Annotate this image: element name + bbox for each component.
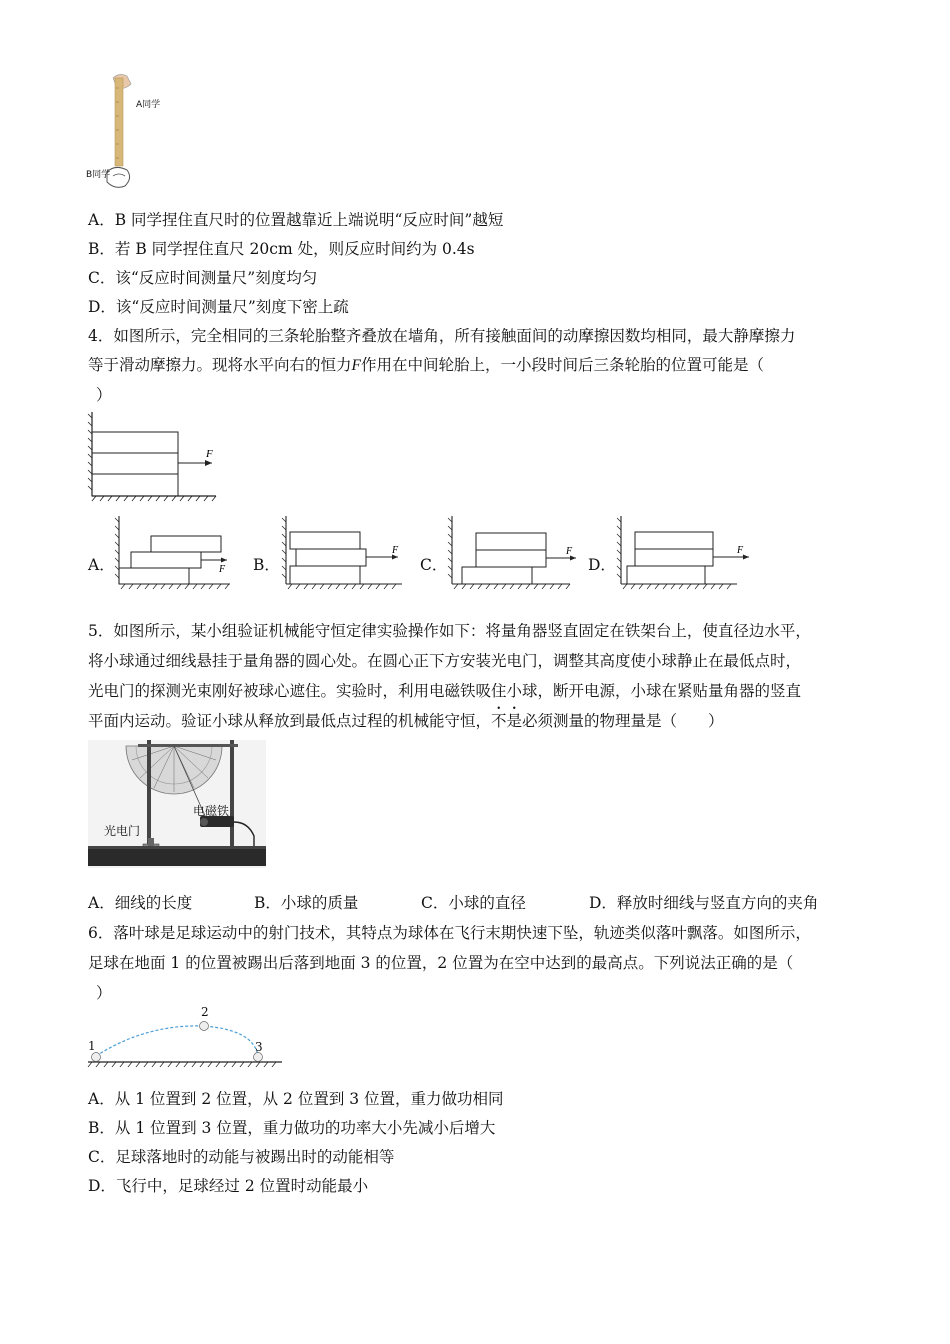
q6-option-d: D．飞行中，足球经过 2 位置时动能最小 (88, 1177, 369, 1195)
q4-stem-line2a: 等于滑动摩擦力。现将水平向右的恒力 (88, 356, 352, 374)
q5-stem-line4b: 必须测量的物理量是（ ） (522, 712, 724, 730)
q4-option-d-label: D． (588, 556, 616, 574)
q4-option-b-figure (282, 516, 407, 591)
q4-option-c-figure (448, 516, 578, 591)
q5-stem-line1: 5．如图所示，某小组验证机械能守恒定律实验操作如下：将量角器竖直固定在铁架台上，使直径边水平， (88, 622, 811, 640)
force-symbol: F (351, 357, 361, 374)
q5-option-a: A．细线的长度 (88, 894, 193, 912)
apparatus-figure (88, 740, 266, 868)
q6-option-c: C．足球落地时的动能与被踢出时的动能相等 (88, 1148, 395, 1166)
q4-option-c-label: C． (420, 556, 448, 574)
q5-option-d: D．释放时细线与竖直方向的夹角 (589, 894, 819, 912)
q4-stem-line2b: 作用在中间轮胎上，一小段时间后三条轮胎的位置可能是（ (360, 356, 764, 374)
q5-stem-line4 (88, 711, 724, 731)
student-a-label: A同学 (136, 100, 161, 110)
photogate-label: 光电门 (104, 824, 141, 838)
q5-stem-line3: 光电门的探测光束刚好被球心遮住。实验时，利用电磁铁吸住小球，断开电源，小球在紧贴量角器的竖直 (88, 682, 802, 700)
position-label-3: 3 (255, 1040, 263, 1054)
q3-option-b: B．若 B 同学捏住直尺 20cm 处，则反应时间约为 0.4s (88, 240, 475, 258)
q5-option-b: B．小球的质量 (254, 894, 359, 912)
q5-option-c: C．小球的直径 (421, 894, 526, 912)
svg-text:F: F (566, 546, 573, 557)
svg-text:F: F (737, 545, 744, 556)
q5-emphasis-is: 是 (506, 712, 523, 730)
q4-option-b-label: B． (253, 556, 280, 574)
q4-option-a-figure (115, 516, 235, 591)
q5-stem-line2: 将小球通过细线悬挂于量角器的圆心处。在圆心正下方安装光电门，调整其高度使小球静止在最低点时， (88, 652, 802, 670)
svg-text:F: F (219, 564, 226, 575)
q4-stem-line1: 4．如图所示，完全相同的三条轮胎整齐叠放在墙角，所有接触面间的动摩擦因数均相同，最大静摩擦力 (88, 327, 796, 345)
position-label-1: 1 (88, 1039, 96, 1053)
q6-stem-line2: 足球在地面 1 的位置被踢出后落到地面 3 的位置，2 位置为在空中达到的最高点。下列说法正确的是（ (88, 954, 794, 972)
q6-stem-line3: ） (96, 984, 112, 1002)
q3-option-c: C．该“反应时间测量尺”刻度均匀 (88, 269, 318, 287)
q4-option-a-label: A． (88, 556, 115, 574)
ball-position-1 (92, 1053, 101, 1062)
q4-option-d-figure (617, 516, 757, 591)
q3-option-a: A．B 同学捏住直尺时的位置越靠近上端说明“反应时间”越短 (88, 211, 504, 229)
magnet-label: 电磁铁 (193, 804, 230, 818)
q6-option-b: B．从 1 位置到 3 位置，重力做功的功率大小先减小后增大 (88, 1119, 496, 1137)
q5-emphasis-not: 不 (491, 712, 507, 730)
q3-option-d: D．该“反应时间测量尺”刻度下密上疏 (88, 298, 349, 316)
svg-text:F: F (392, 545, 399, 556)
svg-text:F: F (206, 448, 213, 460)
trajectory-figure (86, 1004, 286, 1070)
q6-stem-line1: 6．落叶球是足球运动中的射门技术，其特点为球体在飞行末期快速下坠，轨迹类似落叶飘落。如图所示， (88, 924, 811, 942)
position-label-2: 2 (201, 1005, 209, 1019)
tires-stack-figure (88, 412, 223, 504)
q5-stem-line4a: 平面内运动。验证小球从释放到最低点过程的机械能守恒， (88, 712, 492, 730)
q4-stem-line2 (88, 355, 764, 376)
q4-stem-line3: ） (96, 386, 112, 404)
student-b-label: B同学 (86, 170, 111, 180)
q6-option-a: A．从 1 位置到 2 位置，从 2 位置到 3 位置，重力做功相同 (88, 1090, 504, 1108)
ball-position-2 (200, 1022, 209, 1031)
